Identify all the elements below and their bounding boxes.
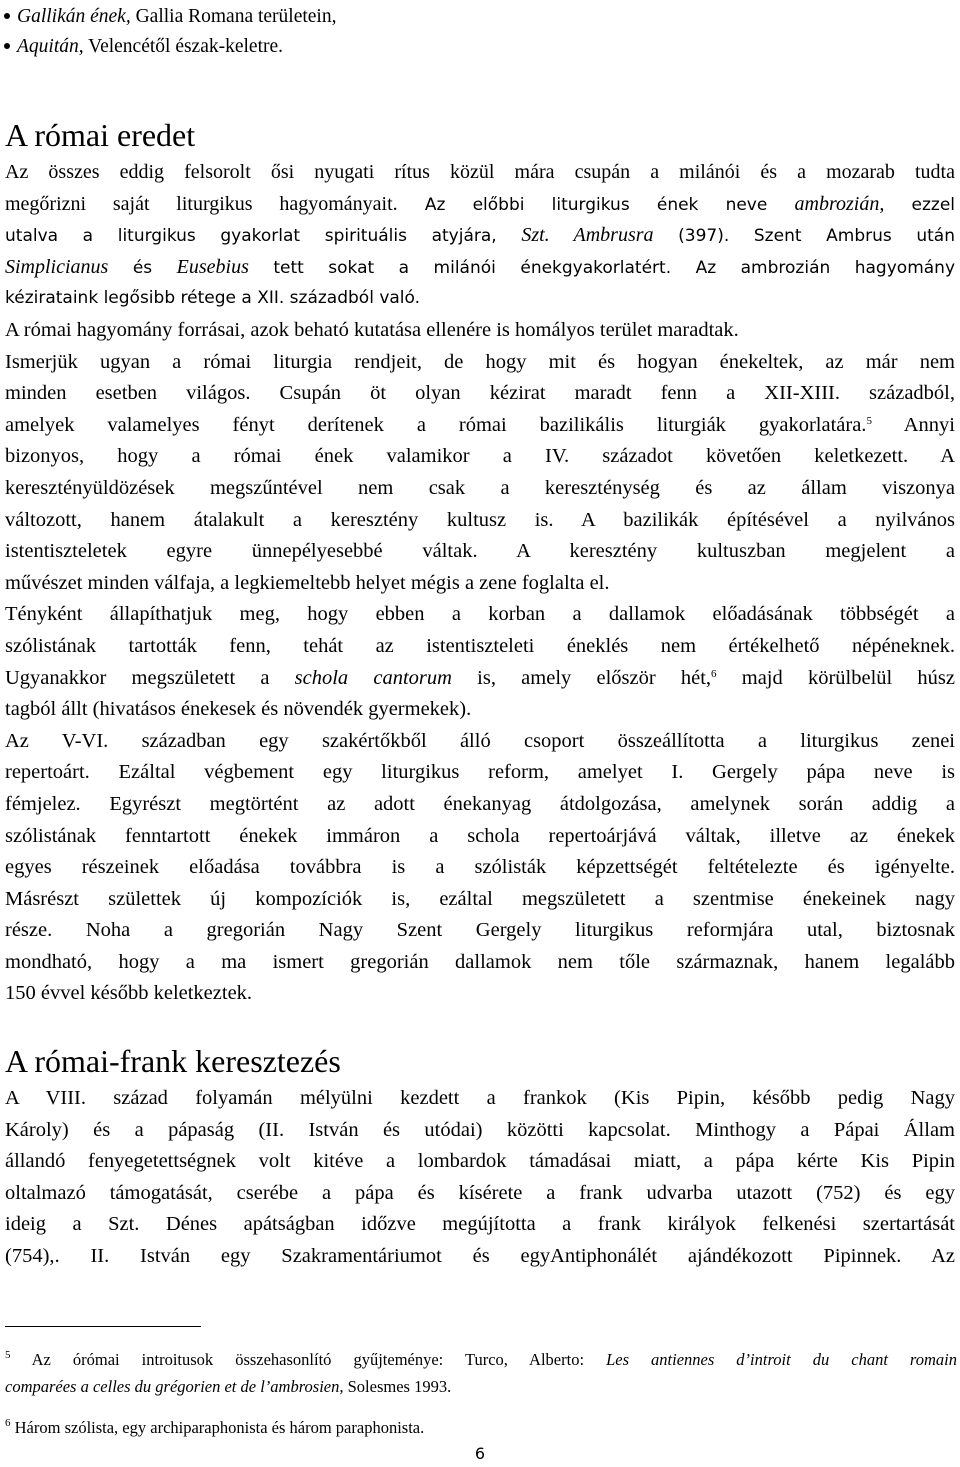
text-line: kézirataink legősibb rétege a XII. századból való. bbox=[5, 288, 421, 308]
text-line: fémjelez. Egyrészt megtörtént az adott énekanyag átdolgozása, amelynek során addig a bbox=[5, 792, 955, 815]
text-line: istentiszteletek egyre ünnepélyesebbé váltak. A keresztény kultuszban megjelent a bbox=[5, 540, 955, 563]
paragraph-ambrosian bbox=[5, 157, 955, 315]
text-line: része. Noha a gregorián Nagy Szent Gergely liturgikus reformjára utal, biztosnak bbox=[5, 919, 955, 942]
bullet-list bbox=[4, 2, 954, 62]
text-line: Simplicianus és Eusebius tett sokat a milánói énekgyakorlatért. Az ambrozián hagyomány bbox=[5, 255, 956, 278]
text-line: oltalmazó támogatását, cserébe a pápa és kísérete a frank udvarba utazott (752) és egy bbox=[5, 1181, 955, 1204]
footnote-6 bbox=[5, 1414, 957, 1441]
section-heading: A római-frank keresztezés bbox=[5, 1043, 341, 1079]
text-line: Ugyanakkor megszületett a schola cantorum is, amely először hét,$^6$ majd körülbelül húsz bbox=[5, 666, 955, 689]
text-line: amelyek valamelyes fényt derítenek a római bazilikális liturgiák gyakorlatára.$^5$ Annyi bbox=[5, 413, 956, 436]
paragraph-frankish bbox=[5, 1083, 955, 1273]
footnote-separator bbox=[5, 1326, 201, 1327]
text-line: Ismerjük ugyan a római liturgia rendjeit, de hogy mit és hogyan énekeltek, az már nem bbox=[5, 350, 955, 373]
list-item: Aquitán, Velencétől észak-keletre. bbox=[4, 32, 954, 62]
text-line: bizonyos, hogy a római ének valamikor a IV. századot követően keletkezett. A bbox=[5, 445, 955, 468]
footnote-ref: 6 bbox=[711, 667, 717, 680]
text-line: $^5$ Az órómai introitusok összehasonlító gyűjteménye: Turco, Alberto: Les antiennes d’introit du chant romain bbox=[5, 1349, 957, 1369]
text-line: Az V-VI. században egy szakértőkből álló csoport összeállította a liturgikus zenei bbox=[5, 729, 955, 752]
text-line: egyes részeinek előadása továbbra is a szólisták képzettségét feltételezte és igényelte. bbox=[5, 856, 955, 879]
text-line: $^6$ Három szólista, egy archiparaphonista és három paraphonista. bbox=[5, 1417, 425, 1437]
text-line: megőrizni saját liturgikus hagyományait. Az előbbi liturgikus ének neve ambrozián, ezzel bbox=[5, 192, 956, 215]
text-line: mondható, hogy a ma ismert gregorián dallamok nem tőle származnak, hanem legalább bbox=[5, 950, 955, 973]
text-line: szólistának fenntartott énekek immáron a schola repertoárjává váltak, illetve az énekek bbox=[5, 824, 955, 847]
text-line: utalva a liturgikus gyakorlat spirituális atyjára, Szt. Ambrusra (397). Szent Ambrus után bbox=[5, 224, 955, 246]
text-line: A VIII. század folyamán mélyülni kezdett a frankok (Kis Pipin, később pedig Nagy bbox=[5, 1087, 955, 1109]
text-line: (754),. II. István egy Szakramentáriumot és egyAntiphonálét ajándékozott Pipinnek. Az bbox=[5, 1244, 955, 1267]
text-line: comparées a celles du grégorien et de l’ambrosien, Solesmes 1993. bbox=[5, 1377, 452, 1396]
text-line: szólistának tartották fenn, tehát az istentiszteleti éneklés nem értékelhető népéneknek. bbox=[5, 634, 955, 657]
text-line: Az összes eddig felsorolt ősi nyugati rítus közül mára csupán a milánói és a mozarab tudta bbox=[5, 161, 955, 183]
text-line: keresztényüldözések megszűntével nem csak a kereszténység és az állam viszonya bbox=[5, 476, 955, 499]
text-line: művészet minden válfaja, a legkiemeltebb helyet mégis a zene foglalta el. bbox=[5, 571, 610, 594]
text-line: Károly) és a pápaság (II. István és utódai) közötti kapcsolat. Minthogy a Pápai Állam bbox=[5, 1118, 955, 1141]
bullet-icon bbox=[4, 13, 10, 19]
section-heading: A római eredet bbox=[5, 117, 196, 153]
bullet-icon bbox=[4, 43, 10, 49]
text-line: ideig a Szt. Dénes apátságban időzve megújította a frank királyok felkenési szertartását bbox=[5, 1213, 955, 1236]
text-line: állandó fenyegetettségnek volt kitéve a lombardok támadásai miatt, a pápa kérte Kis Pipin bbox=[5, 1150, 955, 1173]
list-item: Gallikán ének, Gallia Romana területein, bbox=[4, 2, 954, 32]
text-line: repertoárt. Ezáltal végbement egy liturgikus reform, amelyet I. Gergely pápa neve is bbox=[5, 761, 955, 784]
paragraph-roman bbox=[5, 315, 955, 1010]
footnote-5 bbox=[5, 1346, 957, 1400]
text-line: 150 évvel később keletkeztek. bbox=[5, 982, 253, 1005]
footnote-ref: 5 bbox=[866, 414, 872, 427]
text-line: minden esetben világos. Csupán öt olyan kézirat maradt fenn a XII-XIII. századból, bbox=[5, 382, 955, 405]
text-line: tagból állt (hivatásos énekesek és növendék gyermekek). bbox=[5, 698, 472, 721]
text-line: A római hagyomány forrásai, azok beható kutatása ellenére is homályos terület maradtak. bbox=[5, 319, 739, 341]
text-line: Tényként állapíthatjuk meg, hogy ebben a korban a dallamok előadásának többségét a bbox=[5, 603, 955, 626]
text-line: változott, hanem átalakult a keresztény kultusz is. A bazilikák építésével a nyilvános bbox=[5, 508, 955, 531]
text-line: Másrészt születtek új kompozíciók is, ezáltal megszületett a szentmise énekeinek nagy bbox=[5, 887, 955, 910]
page-number: 6 bbox=[474, 1444, 486, 1463]
